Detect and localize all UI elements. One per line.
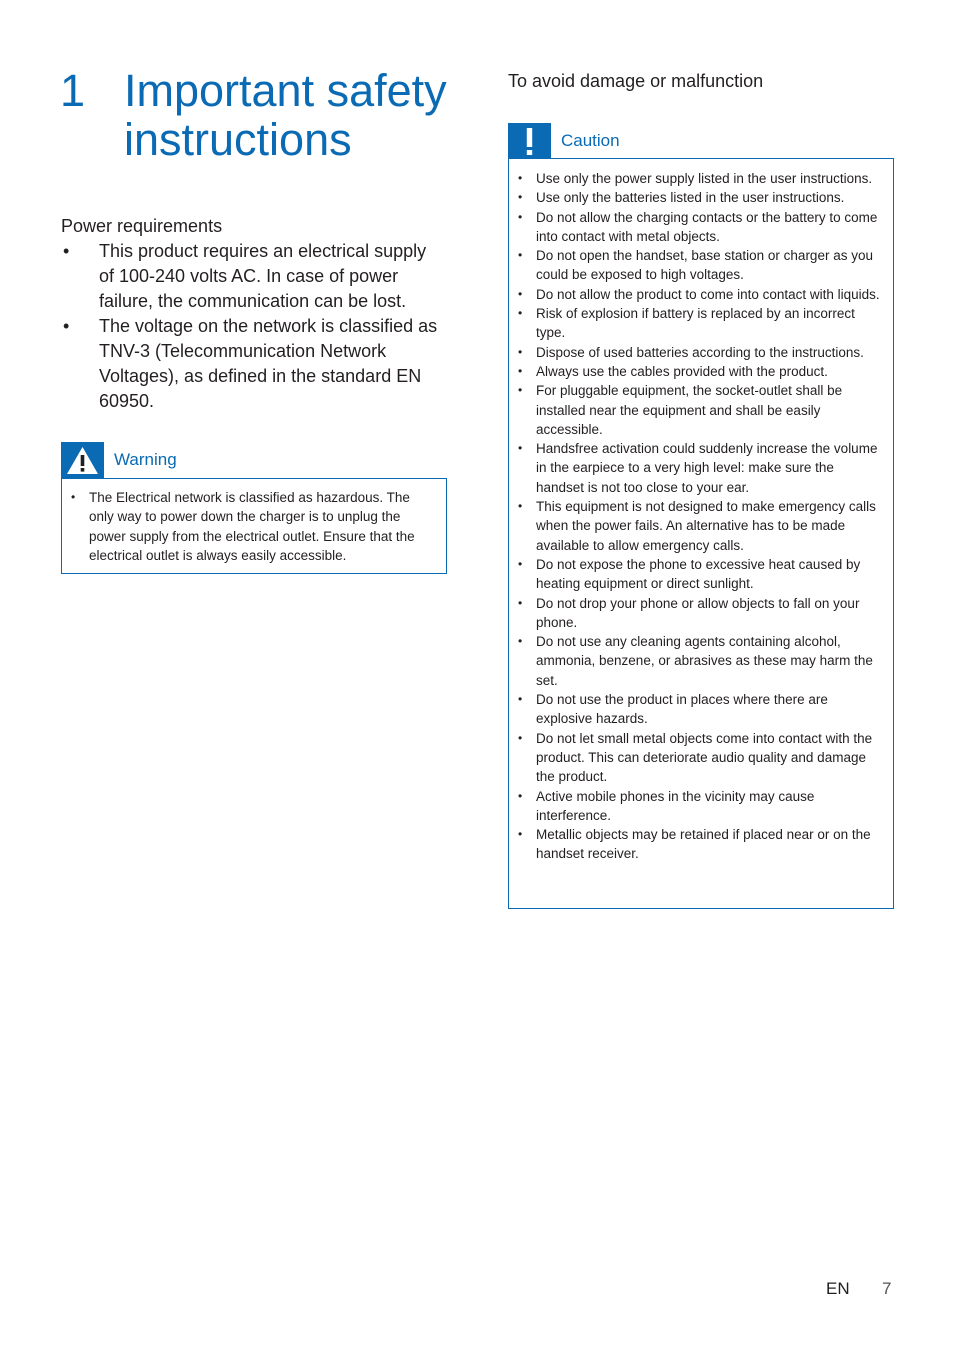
list-item: • Do not let small metal objects come into contact with the product. This can deteriorate audio quality and damage the product. [518, 730, 873, 785]
list-item: • Use only the power supply listed in the user instructions. [509, 169, 885, 188]
bullet-icon: • [518, 248, 523, 263]
bullet-icon: • [518, 441, 523, 456]
bullet-icon: • [518, 344, 523, 359]
list-item: • Do not expose the phone to excessive heat caused by heating equipment or direct sunlight. [518, 556, 861, 592]
bullet-icon: • [518, 634, 523, 649]
exclamation-icon [508, 123, 551, 159]
bullet-icon: • [518, 363, 523, 378]
list-item: • Do not use the product in places where there are explosive hazards. [518, 692, 828, 727]
bullet-icon: • [518, 692, 523, 707]
list-item: • Risk of explosion if battery is replaced by an incorrect type. [518, 306, 855, 341]
footer-language: EN [826, 1279, 850, 1298]
bullet-icon: • [518, 306, 523, 321]
power-requirements-list [61, 239, 441, 414]
list-item: • Do not allow the product to come into contact with liquids. [509, 285, 885, 304]
bullet-icon: • [518, 827, 523, 842]
list-item: • Do not open the handset, base station or charger as you could be exposed to high voltages. [518, 248, 873, 283]
list-item: • Metallic objects may be retained if placed near or on the handset receiver. [518, 827, 871, 862]
warning-label: Warning [114, 450, 177, 469]
bullet-icon: • [518, 556, 523, 571]
bullet-icon: • [518, 730, 523, 745]
power-requirements-heading: Power requirements [61, 216, 223, 236]
list-item: • The Electrical network is classified as hazardous. The only way to power down the charger is to unplug the power supply from the electrical outlet. Ensure that the electrical outlet is always easily accessible. [71, 490, 415, 563]
bullet-icon: • [518, 383, 523, 398]
bullet-icon: • [63, 241, 70, 261]
list-item: • Use only the batteries listed in the user instructions. [509, 188, 885, 207]
bullet-icon: • [518, 595, 523, 610]
list-item: • Active mobile phones in the vicinity may cause interference. [518, 788, 815, 823]
bullet-icon: • [518, 499, 523, 514]
caution-label: Caution [561, 131, 620, 150]
bullet-icon: • [518, 190, 523, 205]
bullet-icon: • [71, 490, 76, 504]
list-item: • Do not allow the charging contacts or the battery to come into contact with metal objects. [518, 209, 878, 244]
page-number: 7 [882, 1279, 892, 1298]
chapter-number: 1 [60, 65, 86, 116]
bullet-icon: • [518, 788, 523, 803]
list-item: • Do not drop your phone or allow objects to fall on your phone. [518, 595, 860, 630]
list-item: • This equipment is not designed to make emergency calls when the power fails. An alternative has to be made available to allow emergency calls. [518, 499, 876, 553]
bullet-icon: • [518, 286, 523, 301]
list-item: • This product requires an electrical supply of 100-240 volts AC. In case of power failure, the communication can be lost. [63, 241, 427, 311]
chapter-title: Important safety instructions [124, 65, 447, 165]
damage-heading: To avoid damage or malfunction [508, 71, 764, 91]
list-item: • Dispose of used batteries according to the instructions. [509, 343, 885, 362]
list-item: • For pluggable equipment, the socket-outlet shall be installed near the equipment and shall be easily accessible. [518, 383, 843, 437]
caution-header [508, 123, 894, 159]
bullet-icon: • [518, 209, 523, 224]
list-item: • Always use the cables provided with the product. [509, 362, 885, 381]
caution-list [509, 169, 885, 864]
caution-box [508, 158, 894, 909]
bullet-icon: • [518, 171, 523, 185]
list-item: • The voltage on the network is classified as TNV-3 (Telecommunication Network Voltages), as defined in the standard EN 60950. [63, 316, 438, 411]
warning-box [61, 478, 447, 574]
warning-triangle-icon [61, 442, 104, 478]
list-item: • Do not use any cleaning agents containing alcohol, ammonia, benzene, or abrasives as these may harm the set. [518, 634, 873, 688]
warning-list [62, 488, 436, 565]
warning-header [61, 442, 447, 478]
list-item: • Handsfree activation could suddenly increase the volume in the earpiece to a very high level: make sure the handset is not too close to your ear. [518, 441, 878, 495]
bullet-icon: • [63, 316, 70, 336]
